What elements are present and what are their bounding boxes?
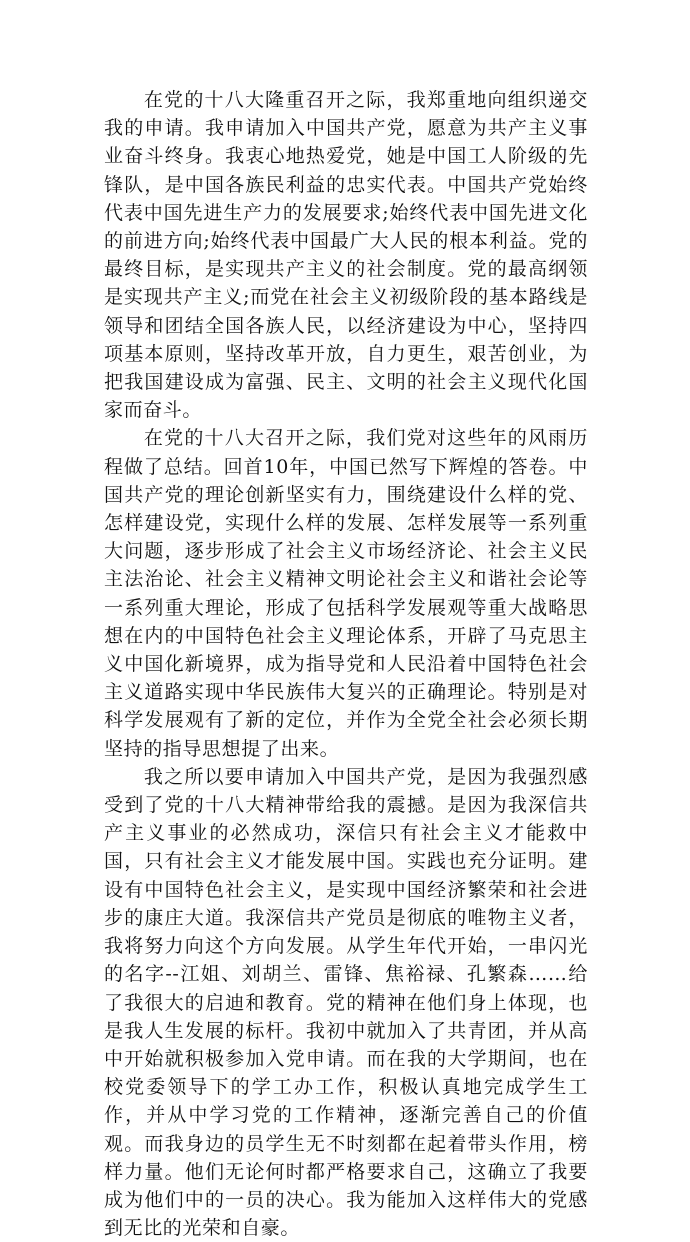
paragraph-2: 在党的十八大召开之际，我们党对这些年的风雨历程做了总结。回首10年，中国已然写下辉煌的答卷。中国共产党的理论创新坚实有力，围绕建设什么样的党、怎样建设党，实现什么样的发展、怎样发展等一系列重大问题，逐步形成了社会主义市场经济论、社会主义民主法治论、社会主义精神文明论社会主义和谐社会论等一系列重大理论，形成了包括科学发展观等重大战略思想在内的中国特色社会主义理论体系，开辟了马克思主义中国化新境界，成为指导党和人民沿着中国特色社会主义道路实现中华民族伟大复兴的正确理论。特别是对科学发展观有了新的定位，并作为全党全社会必须长期坚持的指导思想提了出来。: [104, 427, 588, 760]
paragraph-3: 我之所以要申请加入中国共产党，是因为我强烈感受到了党的十八大精神带给我的震撼。是因为我深信共产主义事业的必然成功，深信只有社会主义才能救中国，只有社会主义才能发展中国。实践也充分证明。建设有中国特色社会主义，是实现中国经济繁荣和社会进步的康庄大道。我深信共产党员是彻底的唯物主义者，我将努力向这个方向发展。从学生年代开始，一串闪光的名字--江姐、刘胡兰、雷锋、焦裕禄、孔繁森……给了我很大的启迪和教育。党的精神在他们身上体现，也是我人生发展的标杆。我初中就加入了共青团，并从高中开始就积极参加入党申请。而在我的大学期间，也在校党委领导下的学工办工作，积极认真地完成学生工作，并从中学习党的工作精神，逐渐完善自己的价值观。而我身边的员学生无不时刻都在起着带头作用，榜样力量。他们无论何时都严格要求自己，这确立了我要成为他们中的一员的决心。我为能加入这样伟大的党感到无比的光荣和自豪。: [104, 765, 588, 1240]
document-page: [104, 86, 588, 1242]
paragraph-1: 在党的十八大隆重召开之际，我郑重地向组织递交我的申请。我申请加入中国共产党，愿意为共产主义事业奋斗终身。我衷心地热爱党，她是中国工人阶级的先锋队，是中国各族民利益的忠实代表。中国共产党始终代表中国先进生产力的发展要求;始终代表中国先进文化的前进方向;始终代表中国最广大人民的根本利益。党的最终目标，是实现共产主义的社会制度。党的最高纲领是实现共产主义;而党在社会主义初级阶段的基本路线是领导和团结全国各族人民，以经济建设为中心，坚持四项基本原则，坚持改革开放，自力更生，艰苦创业，为把我国建设成为富强、民主、文明的社会主义现代化国家而奋斗。: [104, 89, 588, 422]
